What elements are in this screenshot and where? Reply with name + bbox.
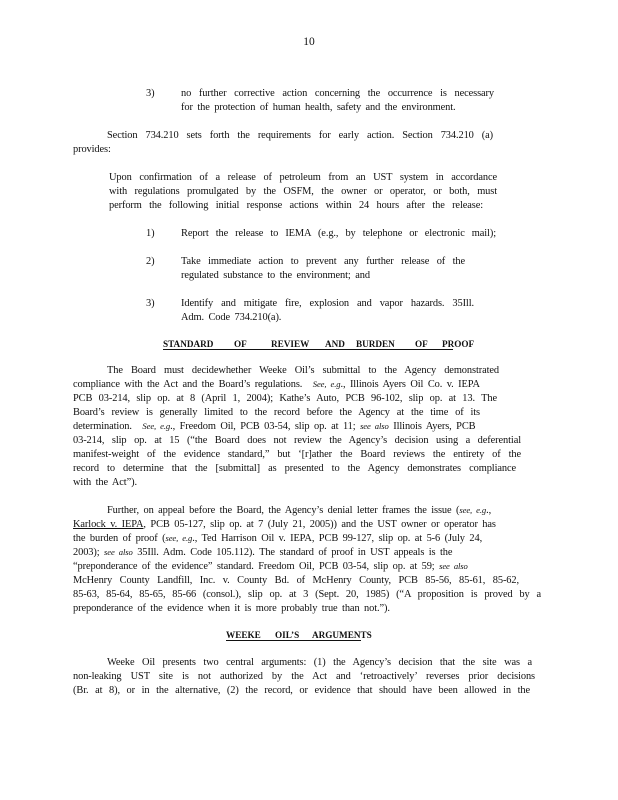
text-run: the burden of proof ( bbox=[73, 533, 166, 544]
heading-word: BURDEN bbox=[356, 339, 395, 349]
text-run: , PCB 05-127, slip op. at 7 (July 21, 2005)) and the UST owner or operator has bbox=[143, 519, 496, 530]
paragraph-line: The Board must decidewhether Weeke Oil’s submittal to the Agency demonstrated bbox=[107, 365, 499, 376]
list-item-number: 3) bbox=[146, 88, 155, 99]
quote-item-text: Report the release to IEMA (e.g., by telephone or electronic mail); bbox=[181, 228, 496, 239]
paragraph-line: record to determine that the [submittal] as presented to the Agency demonstrates compliance bbox=[73, 463, 516, 474]
text-run: 2003); bbox=[73, 547, 100, 558]
text-run: Further, on appeal before the Board, the Agency’s denial letter frames the issue ( bbox=[107, 505, 460, 516]
paragraph-line: with the Act”). bbox=[73, 477, 137, 488]
paragraph-line: preponderance of the evidence when it is more probably true than not.”). bbox=[73, 603, 390, 614]
quote-line: Upon confirmation of a release of petroleum from an UST system in accordance bbox=[109, 172, 497, 183]
paragraph-line bbox=[73, 378, 480, 391]
page-number: 10 bbox=[303, 36, 315, 48]
heading-word: ARGUMENTS bbox=[312, 630, 372, 640]
paragraph-line: Section 734.210 sets forth the requirements for early action. Section 734.210 (a) bbox=[107, 130, 493, 141]
heading-word: WEEKE bbox=[226, 630, 261, 640]
section-heading bbox=[163, 339, 474, 349]
paragraph-line bbox=[73, 518, 496, 531]
text-run: compliance with the Act and the Board’s regulations. bbox=[73, 379, 303, 390]
paragraph-line: 85-63, 85-64, 85-65, 85-66 (consol.), slip op. at 3 (Sept. 20, 1985) (“A proposition is proved by a bbox=[73, 589, 541, 600]
text-run: determination. bbox=[73, 421, 132, 432]
citation-case: ., Illinois Ayers Oil Co. v. IEPA bbox=[340, 379, 480, 390]
paragraph-line: provides: bbox=[73, 144, 111, 155]
paragraph-line: non-leaking UST site is not authorized by the Act and ‘retroactively’ reverses prior decisions bbox=[73, 671, 535, 682]
citation-signal: See, e.g bbox=[142, 421, 171, 431]
quote-item-text: Take immediate action to prevent any further release of the bbox=[181, 256, 465, 267]
heading-word: REVIEW bbox=[271, 339, 310, 349]
paragraph-line bbox=[73, 546, 452, 559]
paragraph-line bbox=[73, 532, 482, 545]
quote-item-number: 2) bbox=[146, 256, 155, 267]
quote-item-number: 1) bbox=[146, 228, 155, 239]
section-heading bbox=[226, 630, 372, 640]
heading-underline bbox=[226, 640, 361, 641]
list-item-text: no further corrective action concerning the occurrence is necessary bbox=[181, 88, 494, 99]
paragraph-line bbox=[107, 504, 491, 517]
list-item-text: for the protection of human health, safety and the environment. bbox=[181, 102, 456, 113]
heading-word: STANDARD bbox=[163, 339, 214, 349]
quote-item-number: 3) bbox=[146, 298, 155, 309]
quote-line: with regulations promulgated by the OSFM, the owner or operator, or both, must bbox=[109, 186, 497, 197]
text-run: ., bbox=[486, 505, 492, 516]
paragraph-line bbox=[73, 560, 468, 573]
citation-signal: see also bbox=[360, 421, 389, 431]
citation-signal: see, e.g bbox=[459, 505, 487, 515]
heading-underline bbox=[163, 349, 453, 350]
citation-signal: See, e.g bbox=[312, 379, 341, 389]
paragraph-line: Weeke Oil presents two central arguments: (1) the Agency’s decision that the site was a bbox=[107, 657, 532, 668]
paragraph-line: McHenry County Landfill, Inc. v. County Bd. of McHenry County, PCB 85-56, 85-61, 85-62, bbox=[73, 575, 519, 586]
citation-signal: see, e.g bbox=[165, 533, 193, 543]
text-run: 35Ill. Adm. Code 105.112). The standard of proof in UST appeals is the bbox=[137, 547, 453, 558]
citation-case: ., Freedom Oil, PCB 03-54, slip op. at 11; bbox=[170, 421, 356, 432]
citation-signal: see also bbox=[104, 547, 133, 557]
case-name: Karlock v. IEPA bbox=[73, 519, 144, 530]
paragraph-line bbox=[73, 420, 475, 433]
quote-item-text: Adm. Code 734.210(a). bbox=[181, 312, 282, 323]
heading-word: OF bbox=[415, 339, 428, 349]
paragraph-line: (Br. at 8), or in the alternative, (2) the record, or evidence that should have been allowed in the bbox=[73, 685, 530, 696]
citation-case: Illinois Ayers, PCB bbox=[393, 421, 476, 432]
quote-item-text: Identify and mitigate fire, explosion and vapor hazards. 35Ill. bbox=[181, 298, 474, 309]
paragraph-line: Board’s review is generally limited to the record before the Agency at the time of its bbox=[73, 407, 480, 418]
heading-word: AND bbox=[325, 339, 345, 349]
text-run: “preponderance of the evidence” standard. Freedom Oil, PCB 03-54, slip op. at 59; bbox=[73, 561, 435, 572]
paragraph-line: 03-214, slip op. at 15 (“the Board does not review the Agency’s decision using a deferential bbox=[73, 435, 521, 446]
paragraph-line: PCB 03-214, slip op. at 8 (April 1, 2004); Kathe’s Auto, PCB 96-102, slip op. at 13. The bbox=[73, 393, 497, 404]
heading-word: OF bbox=[234, 339, 247, 349]
paragraph-line: manifest-weight of the evidence standard,” but ‘[r]ather the Board reviews the entirety of the bbox=[73, 449, 521, 460]
heading-word: PROOF bbox=[442, 339, 475, 349]
heading-word: OIL’S bbox=[275, 630, 300, 640]
text-run: ., Ted Harrison Oil v. IEPA, PCB 99-127, slip op. at 5-6 (July 24, bbox=[192, 533, 483, 544]
citation-signal: see also bbox=[439, 561, 468, 571]
quote-item-text: regulated substance to the environment; and bbox=[181, 270, 370, 281]
quote-line: perform the following initial response actions within 24 hours after the release: bbox=[109, 200, 483, 211]
